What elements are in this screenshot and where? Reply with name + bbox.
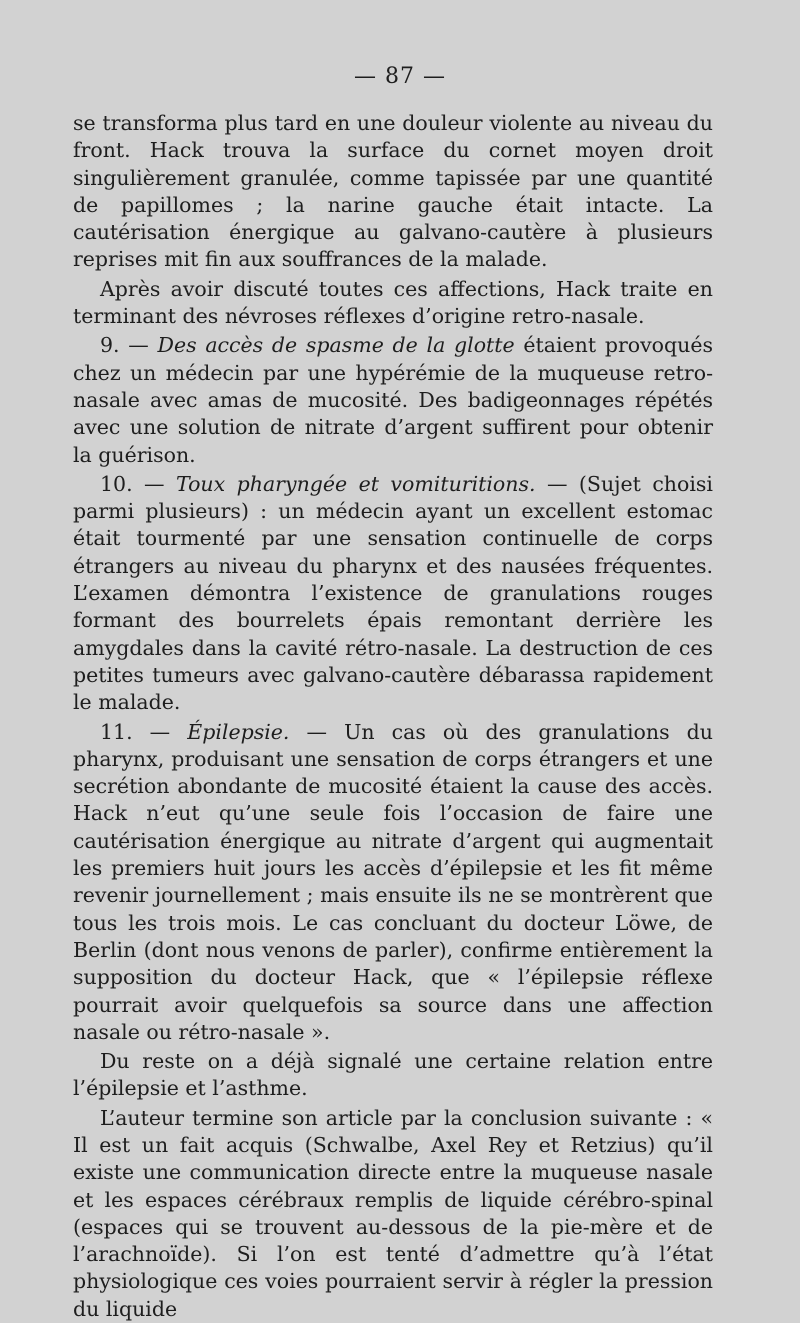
- case-number: 11. —: [100, 719, 188, 744]
- paragraph-conclusion: [73, 1105, 713, 1323]
- paragraph-text: se transforma plus tard en une douleur violente au niveau du front. Hack trouva la surface du cornet moyen droit singulièrement granulée, comme tapissée par une quantité de papillomes ; la narine gauche était intacte. La cautérisation énergique au galvano-cautère à plusieurs reprises mit fin aux souffrances de la malade.: [73, 111, 713, 272]
- case-title: Toux pharyngée et vomituritions.: [176, 471, 536, 496]
- paragraph-continuation: [73, 110, 713, 274]
- paragraph-text: Du reste on a déjà signalé une certaine relation entre l’épilepsie et l’asthme.: [73, 1049, 713, 1101]
- paragraph-epilepsie-asthme: [73, 1048, 713, 1103]
- paragraph-text: étaient provoqués chez un médecin par une hypérémie de la muqueuse retro-nasale avec amas de mucosité. Des badigeonnages répétés avec une solution de nitrate d’argent suffirent pour obtenir la guérison.: [73, 333, 714, 467]
- body-text: [73, 110, 713, 1323]
- paragraph-text: — (Sujet choisi parmi plusieurs) : un médecin ayant un excellent estomac était tourmenté par une sensation continuelle de corps étrangers au niveau du pharynx et des nausées fréquentes. L’examen démontra l’existence de granulations rouges formant des bourrelets épais remontant derrière les amygdales dans la cavité rétro-nasale. La destruction de ces petites tumeurs avec galvano-cautère débarassa rapidement le malade.: [73, 471, 713, 715]
- paragraph-text: Après avoir discuté toutes ces affections, Hack traite en terminant des névroses réflexes d’origine retro-nasale.: [73, 276, 713, 329]
- paragraph-text: — Un cas où des granulations du pharynx, produisant une sensation de corps étrangers et une secrétion abondante de mucosité étaient la cause des accès. Hack n’eut qu’une seule fois l’occasion de faire une cautérisation énergique au nitrate d’argent qui augmentait les premiers huit jours les accès d’épilepsie et les fit même revenir journellement ; mais ensuite ils ne se montrèrent que tous les trois mois. Le cas concluant du docteur Löwe, de Berlin (dont nous venons de parler), confirme entièrement la supposition du docteur Hack, que « l’épilepsie réflexe pourrait avoir quelquefois sa source dans une affection nasale ou rétro-nasale ».: [73, 719, 713, 1044]
- paragraph-hack-nevroses: [73, 276, 713, 331]
- paragraph-case-10: [73, 471, 713, 717]
- case-title: Épilepsie.: [187, 719, 290, 744]
- case-title: Des accès de spasme de la glotte: [157, 333, 515, 358]
- paragraph-case-11: [73, 719, 713, 1047]
- case-number: 9. —: [100, 333, 158, 358]
- case-number: 10. —: [100, 471, 176, 496]
- page-number: — 87 —: [354, 64, 446, 89]
- paragraph-case-9: [73, 332, 713, 468]
- paragraph-text: L’auteur termine son article par la conclusion suivante : « Il est un fait acquis (Schwalbe, Axel Rey et Retzius) qu’il existe une communication directe entre la muqueuse nasale et les espaces cérébraux remplis de liquide cérébro-spinal (espaces qui se trouvent au-dessous de la pie-mère et de l’arachnoïde). Si l’on est tenté d’admettre qu’à l’état physiologique ces voies pourraient servir à régler la pression du liquide: [73, 1105, 713, 1321]
